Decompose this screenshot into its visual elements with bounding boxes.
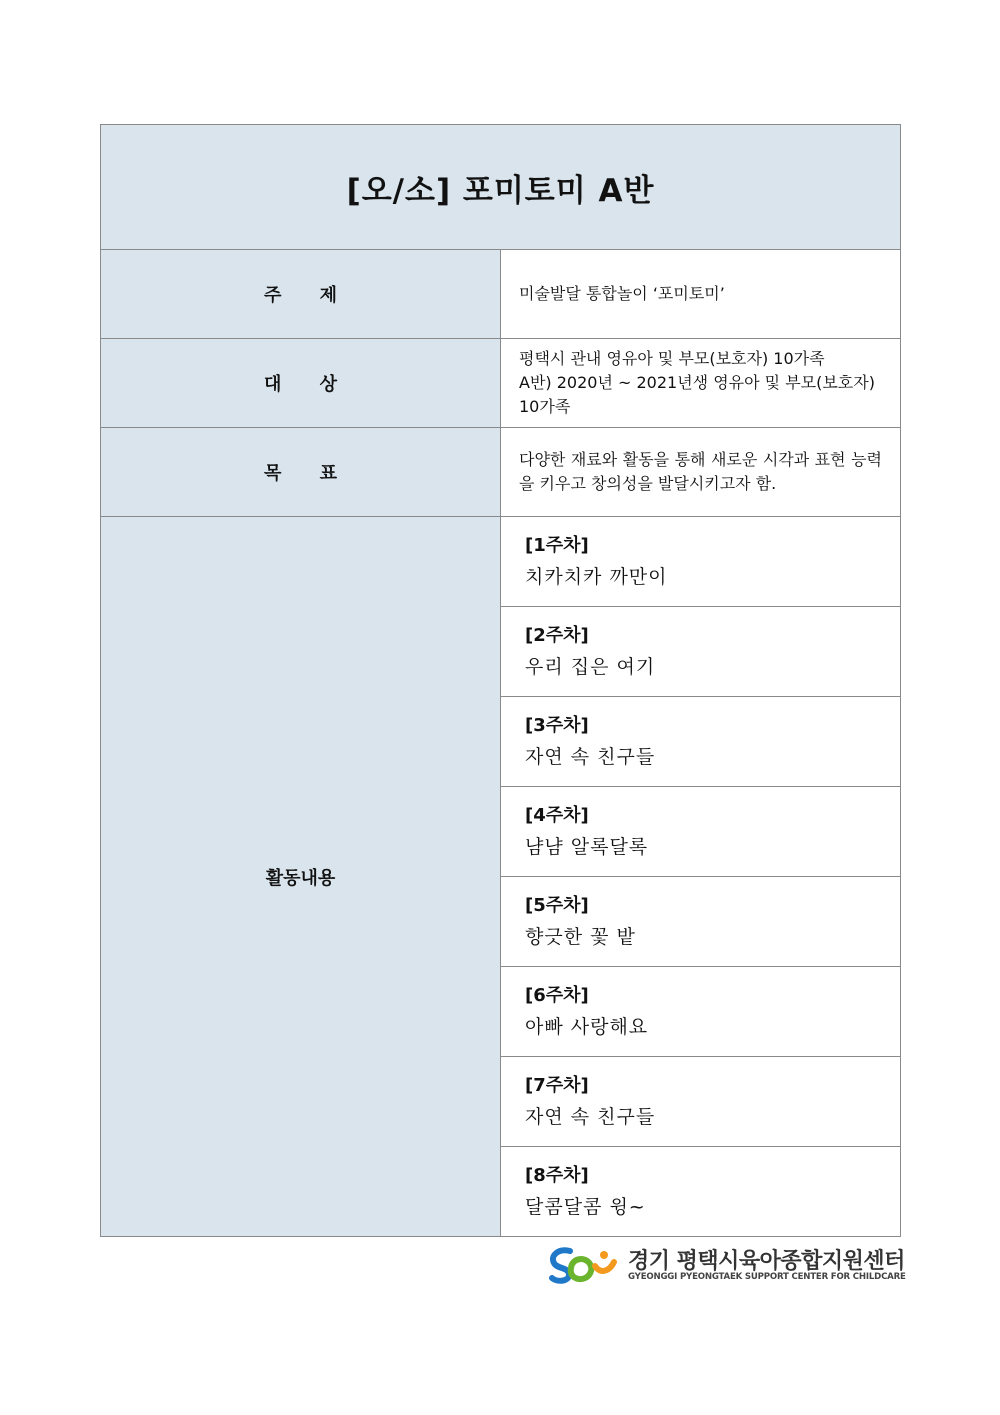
week-item (501, 1057, 901, 1147)
target-line-1: 평택시 관내 영유아 및 부모(보호자) 10가족 (519, 349, 825, 368)
week-number: [1주차] (525, 534, 589, 556)
goal-row (101, 428, 901, 517)
target-value (501, 339, 901, 428)
center-name: 경기 평택시육아종합지원센터 (628, 1249, 905, 1274)
logo-orange-swoosh (595, 1262, 614, 1271)
center-logo (548, 1244, 906, 1286)
week-item (501, 877, 901, 967)
week-title: 아빠 사랑해요 (525, 1015, 649, 1038)
week-title: 치카치카 까만이 (525, 565, 668, 588)
week-item (501, 1147, 901, 1237)
week-number: [2주차] (525, 624, 589, 646)
week-title: 자연 속 친구들 (525, 745, 656, 768)
week-title: 향긋한 꽃 밭 (525, 925, 636, 948)
theme-label: 주 제 (263, 285, 354, 306)
logo-orange-dot (600, 1251, 608, 1259)
theme-row (101, 250, 901, 339)
activity-row (101, 517, 901, 607)
goal-label: 목 표 (263, 463, 354, 484)
theme-label-cell (101, 250, 501, 339)
week-item (501, 697, 901, 787)
target-label-cell (101, 339, 501, 428)
week-item (501, 967, 901, 1057)
target-row (101, 339, 901, 428)
activities-label: 활동내용 (101, 517, 501, 1237)
week-item (501, 787, 901, 877)
week-title: 냠냠 알록달록 (525, 835, 649, 858)
goal-value-cell (501, 428, 901, 517)
target-label: 대 상 (263, 374, 354, 395)
week-title: 자연 속 친구들 (525, 1105, 656, 1128)
week-number: [5주차] (525, 894, 589, 916)
week-number: [8주차] (525, 1164, 589, 1186)
center-logo-mark-icon (548, 1246, 618, 1286)
week-number: [4주차] (525, 804, 589, 826)
week-title: 달콤달콤 윙~ (525, 1195, 646, 1218)
week-number: [7주차] (525, 1074, 589, 1096)
target-line-2: A반) 2020년 ~ 2021년생 영유아 및 부모(보호자) 10가족 (519, 373, 875, 416)
week-item (501, 607, 901, 697)
program-table (100, 124, 901, 1237)
center-english-name: GYEONGGI PYEONGTAEK SUPPORT CENTER FOR CHILDCARE (628, 1272, 906, 1282)
document-title: [오/소] 포미토미 A반 (101, 125, 901, 250)
goal-label-cell (101, 428, 501, 517)
week-item (501, 517, 901, 607)
logo-blue-swirl (552, 1250, 570, 1280)
week-number: [6주차] (525, 984, 589, 1006)
week-number: [3주차] (525, 714, 589, 736)
goal-value: 다양한 재료와 활동을 통해 새로운 시각과 표현 능력을 키우고 창의성을 발달시키고자 함. (519, 450, 882, 493)
logo-green-swirl (571, 1259, 592, 1279)
theme-value: 미술발달 통합놀이 ‘포미토미’ (501, 250, 901, 339)
week-title: 우리 집은 여기 (525, 655, 656, 678)
